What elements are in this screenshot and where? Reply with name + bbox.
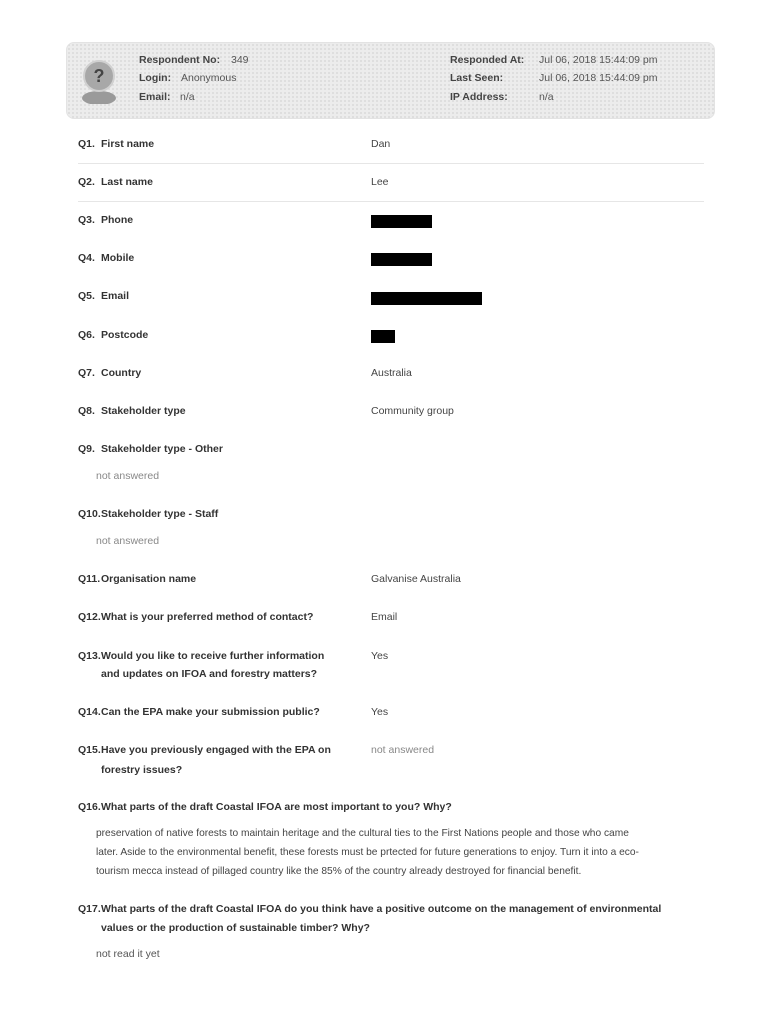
question-number: Q8.: [78, 405, 95, 417]
question-number: Q9.: [78, 443, 95, 455]
login-value: Anonymous: [181, 72, 237, 84]
question-number: Q16.: [78, 801, 101, 813]
question-previous-engagement: Have you previously engaged with the EPA on: [101, 744, 331, 756]
question-further-info-line2: and updates on IFOA and forestry matters?: [101, 668, 318, 680]
question-number: Q4.: [78, 252, 95, 264]
answer-important-parts-line1: preservation of native forests to maintain heritage and the cultural ties to the First Nations people and those who came: [96, 828, 629, 839]
respondent-header: [66, 42, 715, 119]
question-important-parts: What parts of the draft Coastal IFOA are most important to you? Why?: [101, 801, 452, 813]
answer-last-name: Lee: [371, 176, 389, 188]
answer-important-parts-line2: later. Aside to the environmental benefit, these forests must be prtected for future generations to enjoy. Turn it into a eco-: [96, 847, 639, 858]
question-stakeholder-type: Stakeholder type: [101, 405, 186, 417]
question-number: Q7.: [78, 367, 95, 379]
question-number: Q6.: [78, 329, 95, 341]
email-label: Email:: [139, 91, 171, 103]
login-label: Login:: [139, 72, 172, 84]
question-phone: Phone: [101, 214, 134, 226]
last-seen-value: Jul 06, 2018 15:44:09 pm: [539, 72, 658, 84]
ip-address-label: IP Address:: [450, 91, 508, 103]
answer-stakeholder-other: not answered: [96, 470, 160, 482]
answer-country: Australia: [371, 367, 412, 379]
redacted-mobile: [371, 253, 432, 266]
redacted-email: [371, 292, 482, 305]
question-previous-engagement-line2: forestry issues?: [101, 764, 183, 776]
row-divider: [78, 201, 704, 202]
question-number: Q12.: [78, 611, 101, 623]
question-mobile: Mobile: [101, 252, 135, 264]
responded-at-label: Responded At:: [450, 54, 525, 66]
answer-stakeholder-type: Community group: [371, 405, 454, 417]
question-stakeholder-other: Stakeholder type - Other: [101, 443, 223, 455]
answer-further-info: Yes: [371, 650, 389, 662]
question-last-name: Last name: [101, 176, 153, 188]
question-number: Q1.: [78, 138, 95, 150]
answer-positive-outcome: not read it yet: [96, 948, 160, 960]
respondent-no-value: 349: [231, 54, 249, 66]
question-number: Q11.: [78, 573, 101, 585]
anonymous-avatar-icon: [79, 58, 119, 104]
question-number: Q14.: [78, 706, 101, 718]
last-seen-label: Last Seen:: [450, 72, 504, 84]
ip-address-value: n/a: [539, 91, 554, 103]
answer-stakeholder-staff: not answered: [96, 535, 160, 547]
question-postcode: Postcode: [101, 329, 149, 341]
question-number: Q3.: [78, 214, 95, 226]
email-value: n/a: [180, 91, 195, 103]
question-number: Q2.: [78, 176, 95, 188]
question-further-info: Would you like to receive further information: [101, 650, 325, 662]
question-positive-outcome: What parts of the draft Coastal IFOA do you think have a positive outcome on the management of environmental: [101, 903, 662, 915]
responded-at-value: Jul 06, 2018 15:44:09 pm: [539, 54, 658, 66]
answer-important-parts-line3: tourism mecca instead of pillaged country like the 85% of the country already destroyed for financial benefit.: [96, 866, 582, 877]
answer-organisation: Galvanise Australia: [371, 573, 461, 585]
answer-public-submission: Yes: [371, 706, 389, 718]
answer-contact-method: Email: [371, 611, 398, 623]
answer-first-name: Dan: [371, 138, 391, 150]
question-stakeholder-staff: Stakeholder type - Staff: [101, 508, 219, 520]
question-number: Q5.: [78, 290, 95, 302]
question-public-submission: Can the EPA make your submission public?: [101, 706, 320, 718]
question-number: Q10.: [78, 508, 101, 520]
question-number: Q15.: [78, 744, 101, 756]
question-contact-method: What is your preferred method of contact?: [101, 611, 314, 623]
question-country: Country: [101, 367, 142, 379]
question-number: Q13.: [78, 650, 101, 662]
redacted-postcode: [371, 330, 395, 343]
redacted-phone: [371, 215, 432, 228]
question-organisation: Organisation name: [101, 573, 197, 585]
respondent-no-label: Respondent No:: [139, 54, 221, 66]
question-positive-outcome-line2: values or the production of sustainable timber? Why?: [101, 922, 370, 934]
question-number: Q17.: [78, 903, 101, 915]
svg-text:?: ?: [93, 66, 105, 86]
row-divider: [78, 163, 704, 164]
question-email: Email: [101, 290, 130, 302]
question-first-name: First name: [101, 138, 155, 150]
answer-previous-engagement: not answered: [371, 744, 435, 756]
